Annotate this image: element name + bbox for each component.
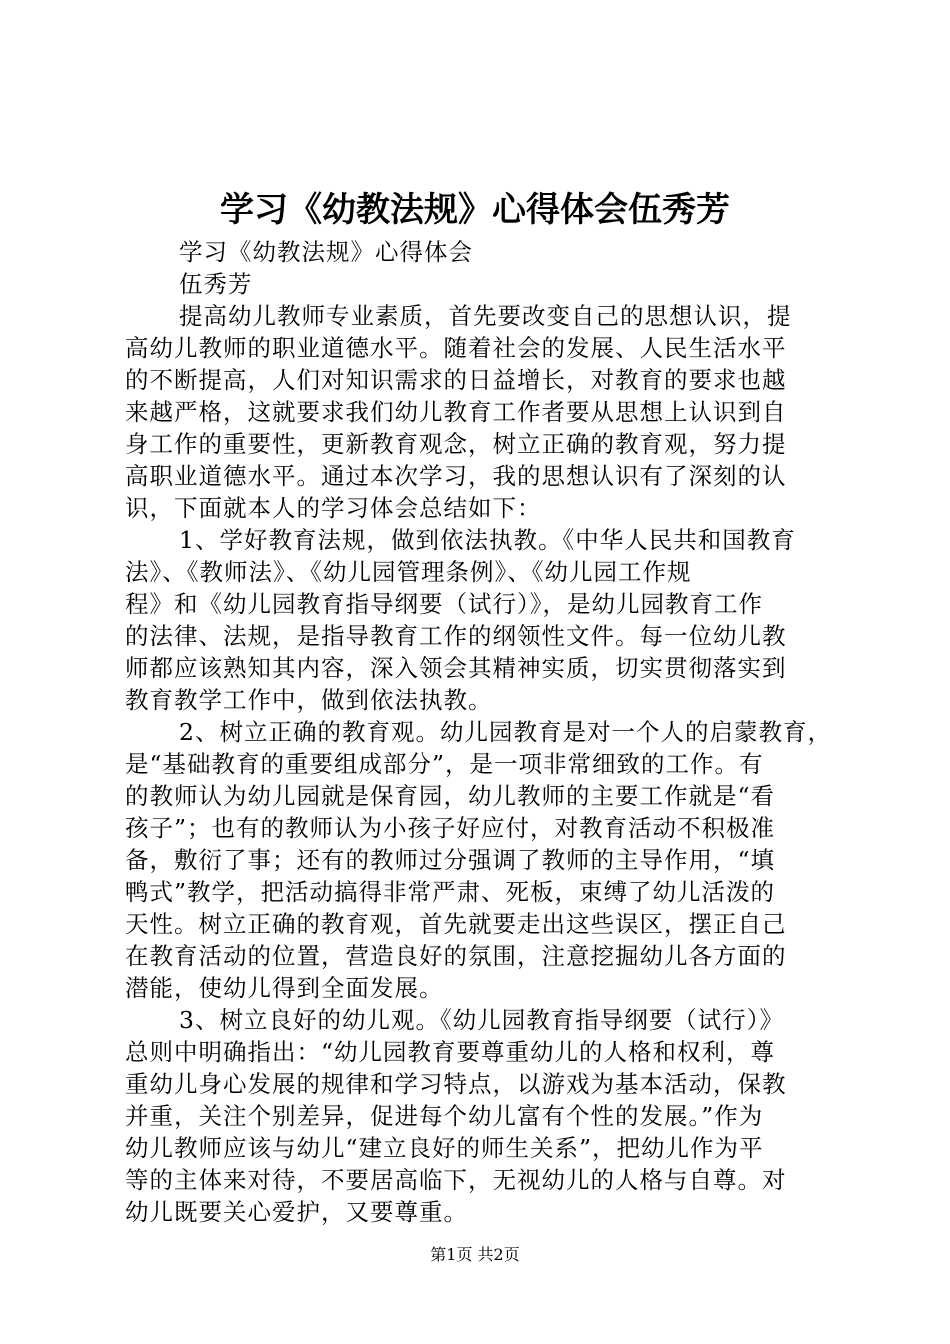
body-line: 来越严格，这就要求我们幼儿教育工作者要从思想上认识到自	[125, 398, 787, 426]
body-line: 潜能，使幼儿得到全面发展。	[125, 974, 444, 1002]
body-line: 3、树立良好的幼儿观。《幼儿园教育指导纲要（试行）》	[179, 1006, 784, 1034]
body-line: 程》和《幼儿园教育指导纲要（试行）》，是幼儿园教育工作	[125, 590, 763, 618]
body-line: 法》、《教师法》、《幼儿园管理条例》、《幼儿园工作规	[125, 558, 692, 586]
document-title: 学习《幼教法规》心得体会伍秀芳	[220, 190, 730, 230]
body-line: 幼儿教师应该与幼儿“建立良好的师生关系”，把幼儿作为平	[125, 1134, 764, 1162]
body-line: 提高幼儿教师专业素质，首先要改变自己的思想认识，提	[179, 302, 792, 330]
body-line: 重幼儿身心发展的规律和学习特点，以游戏为基本活动，保教	[125, 1070, 787, 1098]
body-line: 幼儿既要关心爱护，又要尊重。	[125, 1198, 468, 1226]
body-line: 孩子”；也有的教师认为小孩子好应付，对教育活动不积极准	[125, 814, 776, 842]
body-line: 师都应该熟知其内容，深入领会其精神实质，切实贯彻落实到	[125, 654, 787, 682]
body-line: 教育教学工作中，做到依法执教。	[125, 686, 493, 714]
body-line: 高职业道德水平。通过本次学习，我的思想认识有了深刻的认	[125, 462, 787, 490]
body-line: 的法律、法规，是指导教育工作的纲领性文件。每一位幼儿教	[125, 622, 787, 650]
body-line: 天性。树立正确的教育观，首先就要走出这些误区，摆正自己	[125, 910, 787, 938]
page-number-footer: 第1页 共2页	[430, 1245, 520, 1264]
body-line: 在教育活动的位置，营造良好的氛围，注意挖掘幼儿各方面的	[125, 942, 787, 970]
body-line: 的不断提高，人们对知识需求的日益增长，对教育的要求也越	[125, 366, 787, 394]
body-line: 身工作的重要性，更新教育观念，树立正确的教育观，努力提	[125, 430, 787, 458]
body-line: 等的主体来对待，不要居高临下，无视幼儿的人格与自尊。对	[125, 1166, 787, 1194]
body-line: 伍秀芳	[179, 270, 253, 298]
body-line: 是“基础教育的重要组成部分”，是一项非常细致的工作。有	[125, 750, 764, 778]
body-line: 1、学好教育法规，做到依法执教。《中华人民共和国教育	[179, 526, 796, 554]
body-line: 识，下面就本人的学习体会总结如下：	[125, 494, 542, 522]
body-line: 鸭式”教学，把活动搞得非常严肃、死板，束缚了幼儿活泼的	[125, 878, 776, 906]
body-line: 总则中明确指出：“幼儿园教育要尊重幼儿的人格和权利，尊	[125, 1038, 776, 1066]
body-line: 的教师认为幼儿园就是保育园，幼儿教师的主要工作就是“看	[125, 782, 776, 810]
body-line: 备，敷衍了事；还有的教师过分强调了教师的主导作用，“填	[125, 846, 776, 874]
body-line: 2、树立正确的教育观。幼儿园教育是对一个人的启蒙教育，	[179, 718, 832, 746]
body-line: 高幼儿教师的职业道德水平。随着社会的发展、人民生活水平	[125, 334, 787, 362]
body-line: 并重，关注个别差异，促进每个幼儿富有个性的发展。”作为	[125, 1102, 764, 1130]
body-line: 学习《幼教法规》心得体会	[179, 238, 473, 266]
document-body	[125, 236, 835, 1228]
